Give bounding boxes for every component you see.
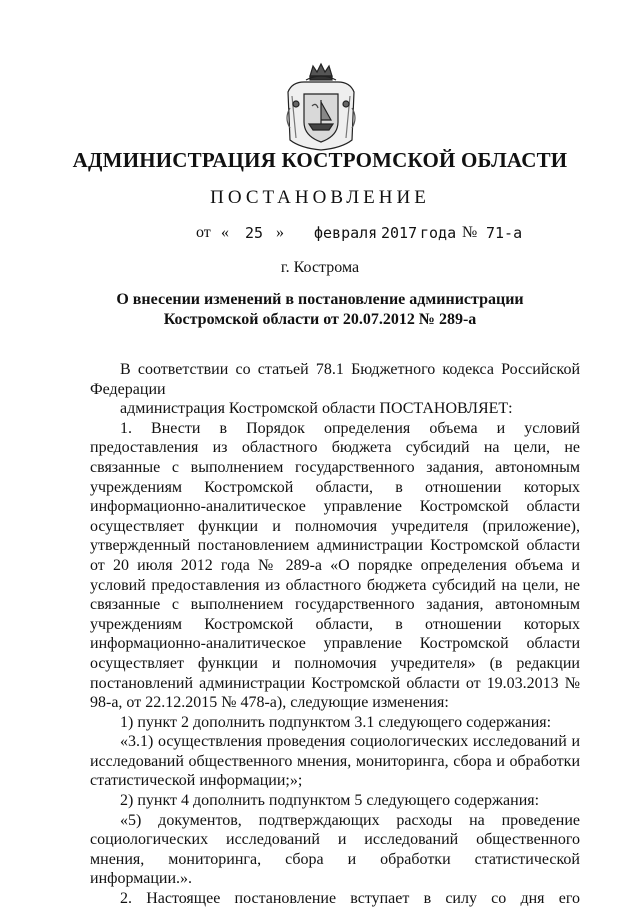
paragraph-subitem-1: 1) пункт 2 дополнить подпунктом 3.1 следующего содержания: xyxy=(120,713,552,731)
date-open-quote: « xyxy=(221,224,229,241)
date-line xyxy=(0,224,640,248)
document-subject xyxy=(100,290,540,330)
date-year: 2017 xyxy=(381,224,418,242)
date-day: 25 xyxy=(245,224,264,242)
document-number: 71-а xyxy=(486,224,523,242)
date-number-sign: № xyxy=(462,224,478,241)
date-month: февраля xyxy=(314,224,378,242)
coat-of-arms-icon xyxy=(282,62,360,152)
date-year-word: года xyxy=(420,224,457,242)
paragraph-subitem-2: 2) пункт 4 дополнить подпунктом 5 следующего содержания: xyxy=(120,792,540,810)
paragraph-item-1: 1. Внести в Порядок определения объема и условий предоставления из областного бюджета субсидий на цели, не связанные с выполнением государственного задания, автономным учреждениям Костромской области, в отношении которых информационно-аналитическое управление Костромской области осуществляет функции и полномочия учредителя (приложение), утвержденный постановлением администрации Костромской области от 20 июля 2012 года № 289-а «О порядке определения объема и условий предоставления из областного бюджета субсидий на цели, не связанные с выполнением государственного задания, автономным учреждениям Костромской области, в отношении которых информационно-аналитическое управление Костромской области осуществляет функции и полномочия учредителя» (в редакции постановлений администрации Костромской области от 19.03.2013 № 98-а, от 22.12.2015 № 478-а), следующие изменения: xyxy=(90,419,580,712)
subject-line-1: О внесении изменений в постановление администрации xyxy=(116,291,524,308)
paragraph-resolves: администрация Костромской области ПОСТАНОВЛЯЕТ: xyxy=(120,400,513,418)
date-prefix: от xyxy=(196,224,211,241)
document-type: ПОСТАНОВЛЕНИЕ xyxy=(210,187,430,208)
document-body xyxy=(90,360,580,909)
subject-line-2: Костромской области от 20.07.2012 № 289-а xyxy=(163,311,477,328)
city-line: г. Кострома xyxy=(280,259,360,276)
paragraph-legal-basis: В соответствии со статьей 78.1 Бюджетного кодекса Российской Федерации xyxy=(90,361,580,398)
paragraph-item-2: 2. Настоящее постановление вступает в силу со дня его xyxy=(120,890,580,908)
organization-title: АДМИНИСТРАЦИЯ КОСТРОМСКОЙ ОБЛАСТИ xyxy=(72,148,568,172)
paragraph-subitem-2-text: «5) документов, подтверждающих расходы на проведение социологических исследований и исследований общественного мнения, мониторинга, сбора и обработки статистической информации.». xyxy=(90,811,580,888)
date-close-quote: » xyxy=(276,224,284,241)
paragraph-subitem-1-text: «3.1) осуществления проведения социологических исследований и исследований общественного мнения, мониторинга, сбора и обработки статистической информации;»; xyxy=(90,733,580,790)
